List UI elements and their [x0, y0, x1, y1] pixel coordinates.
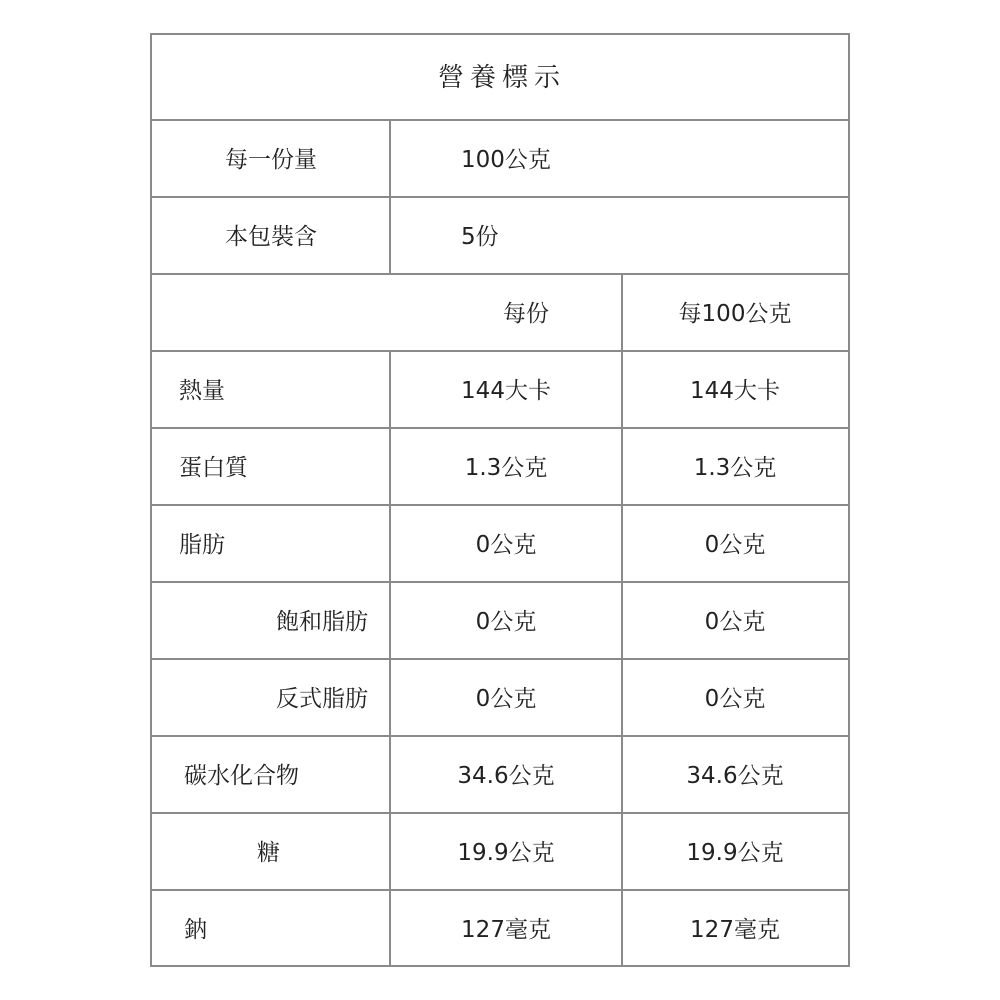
nutrient-name: 蛋白質	[179, 455, 248, 481]
nutrient-name: 碳水化合物	[184, 763, 299, 789]
row-divider	[150, 812, 850, 814]
row-divider	[150, 658, 850, 660]
nutrient-per-100g: 19.9公克	[686, 840, 784, 866]
column-divider	[621, 273, 623, 967]
row-divider	[150, 581, 850, 583]
nutrient-name: 熱量	[179, 378, 225, 404]
nutrient-per-serving: 0公克	[475, 609, 537, 635]
serving-size-value: 100公克	[461, 147, 551, 173]
nutrient-per-serving: 19.9公克	[457, 840, 555, 866]
nutrient-per-100g: 127毫克	[690, 917, 780, 943]
nutrition-label	[150, 33, 850, 967]
nutrient-per-100g: 1.3公克	[693, 455, 777, 481]
row-divider	[150, 350, 850, 352]
row-divider	[150, 504, 850, 506]
row-divider	[150, 735, 850, 737]
servings-per-package-label: 本包裝含	[225, 224, 317, 250]
nutrient-per-100g: 0公克	[704, 609, 766, 635]
nutrient-name: 鈉	[184, 917, 207, 943]
nutrient-per-100g: 0公克	[704, 532, 766, 558]
column-divider	[389, 119, 391, 273]
nutrient-name: 反式脂肪	[276, 686, 368, 712]
row-divider	[150, 119, 850, 121]
nutrient-per-serving: 1.3公克	[464, 455, 548, 481]
serving-size-label: 每一份量	[225, 147, 317, 173]
label-title: 營養標示	[437, 63, 567, 93]
nutrient-per-serving: 34.6公克	[457, 763, 555, 789]
nutrient-per-100g: 144大卡	[690, 378, 780, 404]
nutrient-name: 糖	[257, 840, 280, 866]
row-divider	[150, 196, 850, 198]
column-header-per-serving: 每份	[503, 301, 549, 327]
nutrient-per-serving: 127毫克	[461, 917, 551, 943]
column-divider	[389, 350, 391, 967]
servings-per-package-value: 5份	[461, 224, 499, 250]
nutrient-name: 飽和脂肪	[276, 609, 368, 635]
row-divider	[150, 273, 850, 275]
nutrient-per-serving: 0公克	[475, 532, 537, 558]
column-header-per-100g: 每100公克	[678, 301, 792, 327]
row-divider	[150, 889, 850, 891]
nutrient-per-serving: 0公克	[475, 686, 537, 712]
nutrient-per-serving: 144大卡	[461, 378, 551, 404]
row-divider	[150, 427, 850, 429]
nutrient-per-100g: 0公克	[704, 686, 766, 712]
nutrient-name: 脂肪	[179, 532, 225, 558]
nutrient-per-100g: 34.6公克	[686, 763, 784, 789]
